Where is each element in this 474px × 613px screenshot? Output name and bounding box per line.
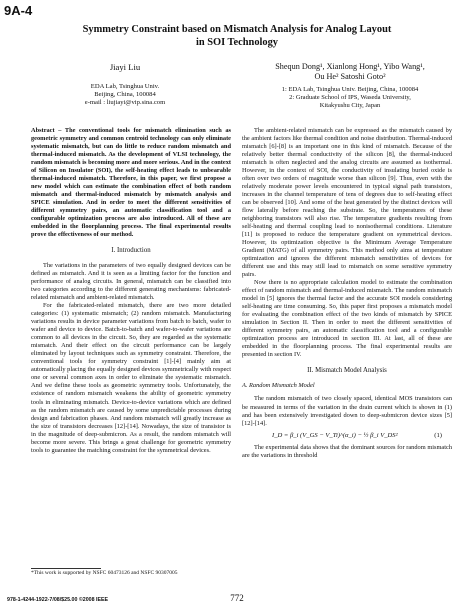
author-affiliation — [40, 83, 210, 108]
affiliation-line: 2: Graduate School of IPS, Waseda University, — [289, 94, 411, 102]
affiliation-line: e-mail : liujiayi@vip.sina.com — [84, 99, 166, 107]
affiliation-line: Kitakyushu City, Japan — [319, 102, 381, 110]
affiliation-line: 1: EDA Lab, Tsinghua Univ. Beijing, China, 100084 — [281, 86, 419, 93]
paragraph: The experimental data shows that the dominant sources for random mismatch are the variations in threshold — [242, 443, 452, 459]
abstract: Abstract – The conventional tools for mismatch elimination such as geometric symmetry and common centroid technology can only eliminate systematic mismatch, but can do little to reduce random mismatch and thermal-induced mismatch. As the development of VLSI technology, the random mismatch is becoming more and more serious. And in the context of Silicon on Insulator (SOI), the self-heating effect leads to unbearable thermal-induced mismatch. Therefore, in this paper, we first propose a new model which can estimate the combination effect of both random mismatch and thermal-induced mismatch by mismatch analysis and SPICE simulation. And in order to meet the different sensitivities of different symmetry pairs, an automatic classification tool and a configurable optimization process are also introduced. All of these are embedded in the floorplanning process. The final experimental results prove the effectiveness of our method. — [31, 127, 231, 239]
author-affiliation — [240, 86, 460, 110]
title-line-1: Symmetry Constraint based on Mismatch Analysis for Analog Layout — [82, 24, 392, 35]
equation-number: (1) — [434, 431, 442, 439]
author-names-line-2: Ou He² Satoshi Goto² — [314, 72, 386, 81]
paragraph: The random mismatch of two closely spaced, identical MOS transistors can be measured in terms of the variation in the drain current which is shown in (1) and has been extensively investigated down to deep-submicron device sizes [5] [12]-[14]. — [242, 395, 452, 427]
author-name: Jiayi Liu — [109, 62, 141, 72]
paragraph: Now there is no appropriate calculation model to estimate the combination effect of random mismatch and thermal-induced mismatch. The random mismatch model in [5] ignores the thermal factor and the accurate SOI models considering self-heating are time consuming. So, this paper first proposes a mismatch model for evaluating the combination effect of the two kinds of mismatch by SPICE simulation in Section II. Then in order to meet the different sensitivities of different symmetry pairs, an automatic classification tool and a configurable optimization process are introduced in section III. At last, all of these are embedded in the floorplanning process. The final experimental results are presented in section IV. — [242, 279, 452, 359]
equation — [242, 432, 452, 440]
section-heading-mismatch-model: II. Mismatch Model Analysis — [307, 367, 387, 375]
subsection-heading: A. Random Mismatch Model — [242, 382, 315, 390]
author-names-line-1: Shequn Dong¹, Xianlong Hong¹, Yibo Wang¹, — [275, 62, 425, 71]
title-line-2: in SOI Technology — [195, 36, 278, 48]
footnote: *This work is supported by NSFC 60473126 and NSFC 90307005 — [31, 570, 178, 576]
page-tag: 9A-4 — [4, 3, 33, 18]
affiliation-line: EDA Lab, Tsinghua Univ. — [90, 83, 160, 90]
left-column — [31, 127, 231, 455]
equation-body: I_D = β_i (V_GS − V_Ti)^(α_i) − ½ β_i V_DS² — [272, 431, 398, 439]
affiliation-line: Beijing, China, 100084 — [94, 91, 156, 99]
copyright-line: 978-1-4244-1922-7/08/$25.00 ©2008 IEEE — [7, 597, 109, 603]
paragraph: The ambient-related mismatch can be expressed as the mismatch caused by the ambient factors like thermal condition and noise distribution. Thermal-induced mismatch [6]-[8] is an important one in this kind of mismatch. Because of the relatively better thermal conductivity of the silicon [8], the thermal-induced mismatch is often neglected and the analog circuits are assumed as isothermal. However, in the context of SOI, the conductivity of insulating buried oxide is often over two orders of magnitude worse than silicon [9]. Thus, even with the relatively moderate power levels encountered in typical signal path transistors, increases in the channel temperature of tens of degrees due to self-heating effect can be observed [10]. And some of the heat generated by the distinct devices will flow laterally before reaching the substrate. So, the temperatures of these neighboring transistors will also rise. The temperature gradients resulting from self-heating and thermal coupling lead to nonisothermal conditions. Literature [11] is proposed to reduce the temperature gradient on symmetrical devices. However, its optimization objective is the Minimum Average Temperature Gradient (MATG) of all symmetry pairs. This method only aims at temperature optimization and ignores the different mismatch sensitivities of devices for different use and this may still lead to mismatch on some sensitive symmetry pairs. — [242, 127, 452, 279]
section-heading-introduction: I. Introduction — [111, 247, 151, 255]
page-number: 772 — [230, 593, 244, 603]
paragraph: For the fabricated-related mismatch, there are two more detailed categories: (1) systematic mismatch; (2) random mismatch. Manufacturing variations results in device parameter variations from batch to batch, wafer to wafer and device to device. Batch-to-batch and wafer-to-wafer variations are common to all devices in the circuit. So, they are regarded as the systematic mismatch. And their effect on the circuit performance can be largely eliminated by layout techniques such as symmetry constraint. Therefore, the conventional tools for symmetry constraint [1]-[4] mainly aim at automatically placing the equally designed devices symmetrically with respect one or several common axes in order to eliminate the systematic mismatch. And we define these tools as geometric symmetry tools. Unfortunately, the existence of random mismatch weakens the ability of geometric symmetry tools in eliminating mismatch. Device-to-device variations which are defined as the random mismatch are caused by some unpredictable processes during design and fabrication phases. And random mismatch will greatly increase as the size of transistors decreases [12]-[14]. Nowadays, the size of transistor is in the magnitude of deep-submicron. As a result, the random mismatch will become more severe. This brings a great challenge for geometric symmetry tools to guarantee the matching constraint for the symmetrical devices. — [31, 302, 231, 454]
author-block-right — [240, 62, 460, 110]
paper-title — [20, 24, 454, 49]
paragraph: The variations in the parameters of two equally designed devices can be defined as mismatch. And it is seen as a limiting factor for the function and performance of analog circuits. In general, mismatch can be classified into two categories according to the different generating mechanisms: fabricated-related mismatch and ambient-related mismatch. — [31, 262, 231, 302]
right-column — [242, 127, 452, 460]
footnote-rule — [31, 568, 101, 569]
